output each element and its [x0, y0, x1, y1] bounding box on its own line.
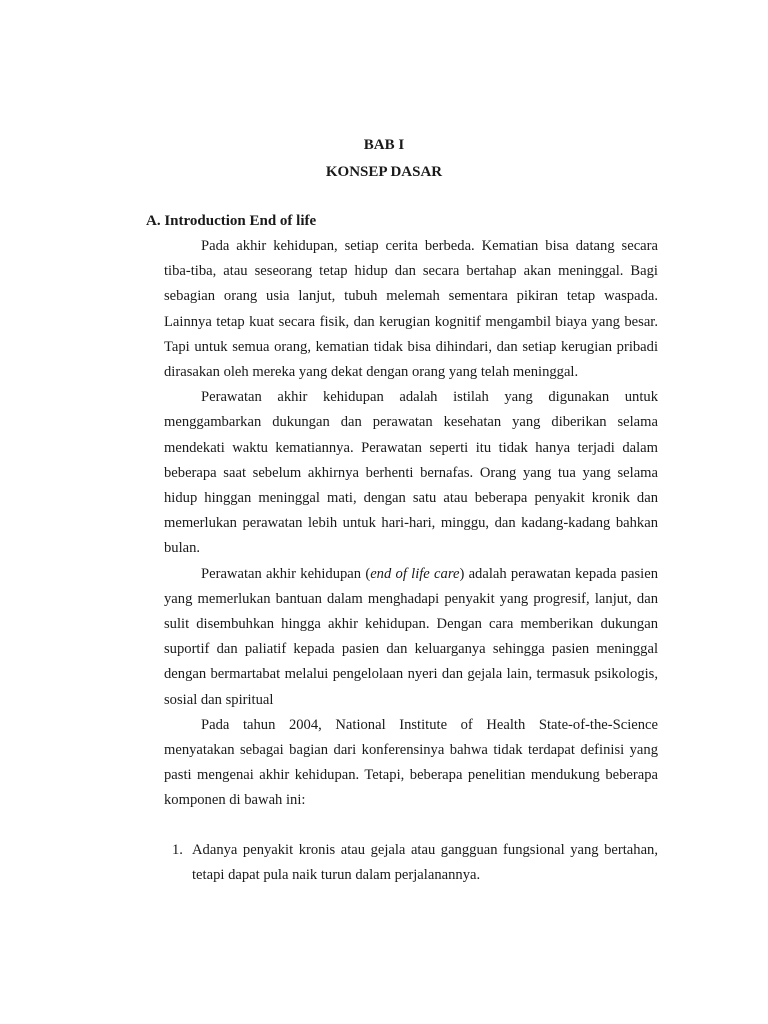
body-text — [164, 234, 658, 814]
paragraph: Perawatan akhir kehidupan adalah istilah yang digunakan untuk menggambarkan dukungan dan perawatan kesehatan yang diberikan selama mendekati waktu kematiannya. Perawatan seperti itu tidak hanya terjadi dalam beberapa saat sebelum akhirnya berhenti bernafas. Orang yang tua yang selama hidup hinggan meninggal mati, dengan satu atau beberapa penyakit kronik dan memerlukan perawatan lebih untuk hari-hari, minggu, dan kadang-kadang bahkan bulan. — [164, 389, 658, 557]
chapter-number: BAB I — [363, 137, 405, 153]
list-item — [164, 838, 658, 888]
list-item-text: Adanya penyakit kronis atau gejala atau gangguan fungsional yang bertahan, tetapi dapat pula naik turun dalam perjalanannya. — [192, 842, 658, 884]
italic-term: end of life care — [370, 565, 460, 582]
list-marker: 1. — [172, 842, 183, 858]
paragraph-text: ) adalah perawatan kepada pasien yang memerlukan bantuan dalam menghadapi penyakit yang progresif, lanjut, dan sulit disembuhkan hingga akhir kehidupan. Dengan cara memberikan dukungan suportif dan paliatif kepada pasien dan keluarganya sehingga pasien meninggal dengan bermartabat melalui pengelolaan nyeri dan gejala lain, termasuk psikologis, sosial dan spiritual — [164, 565, 658, 708]
paragraph: Pada akhir kehidupan, setiap cerita berbeda. Kematian bisa datang secara tiba-tiba, atau seseorang tetap hidup dan secara bertahap akan meninggal. Bagi sebagian orang usia lanjut, tubuh melemah sementara pikiran tetap waspada. Lainnya tetap kuat secara fisik, dan kerugian kognitif mengambil biaya yang besar. Tapi untuk semua orang, kematian tidak bisa dihindari, dan setiap kerugian pribadi dirasakan oleh mereka yang dekat dengan orang yang telah meninggal. — [164, 238, 658, 381]
component-list — [164, 838, 658, 888]
paragraph-text: Perawatan akhir kehidupan ( — [201, 565, 371, 582]
paragraph: Pada tahun 2004, National Institute of Health State-of-the-Science menyatakan sebagai bagian dari konferensinya bahwa tidak terdapat definisi yang pasti mengenai akhir kehidupan. Tetapi, beberapa penelitian mendukung beberapa komponen di bawah ini: — [164, 716, 658, 809]
chapter-title: KONSEP DASAR — [325, 164, 443, 180]
section-heading: A. Introduction End of life — [146, 213, 317, 229]
paragraph — [164, 562, 658, 713]
